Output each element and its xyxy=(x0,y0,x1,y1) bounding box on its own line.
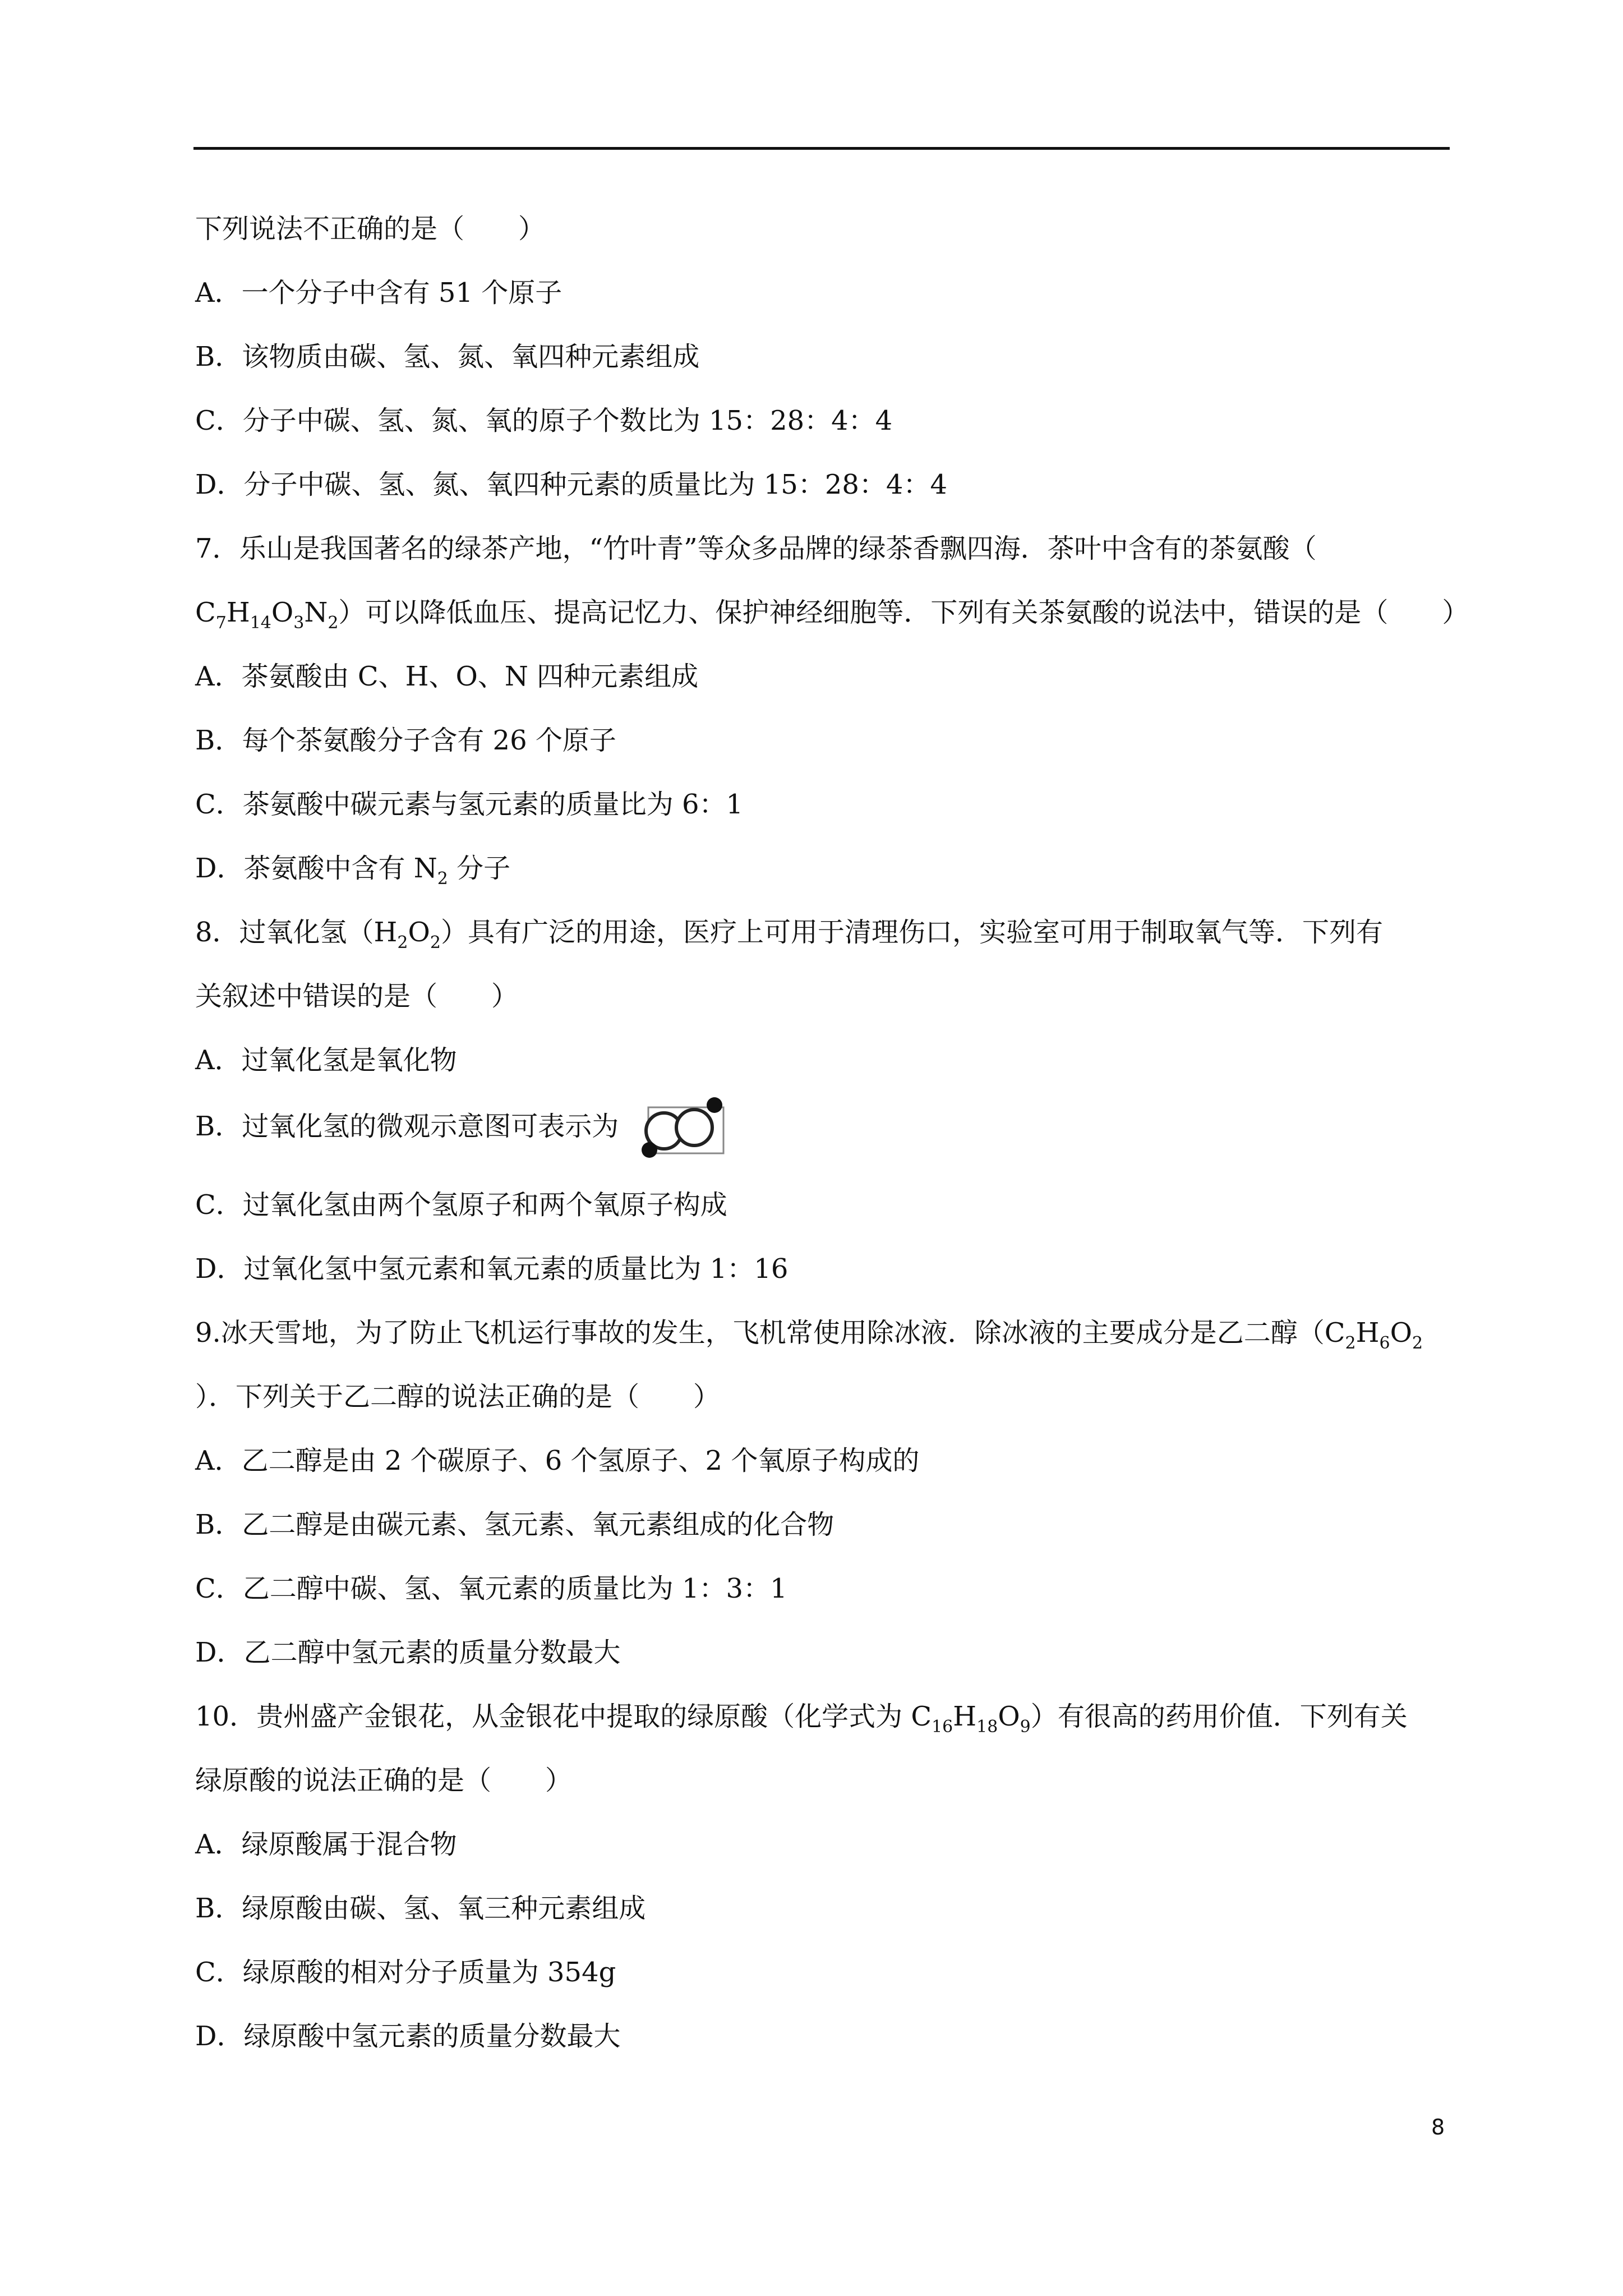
q9-option-c: C．乙二醇中碳、氢、氧元素的质量比为 1：3：1 xyxy=(195,1573,787,1604)
page-number: 8 xyxy=(1431,2115,1445,2139)
q10-option-c: C．绿原酸的相对分子质量为 354g xyxy=(195,1957,616,1988)
q10-stem-line2: 绿原酸的说法正确的是（ ） xyxy=(195,1765,573,1796)
option-c: C．分子中碳、氢、氮、氧的原子个数比为 15：28：4：4 xyxy=(195,405,893,436)
q8-stem-line2: 关叙述中错误的是（ ） xyxy=(195,981,519,1012)
question-stem: 下列说法不正确的是（ ） xyxy=(195,213,546,245)
option-b: B．该物质由碳、氢、氮、氧四种元素组成 xyxy=(195,341,700,372)
q7-stem-line2: $C_7H_{14}O_3N_2$）可以降低血压、提高记忆力、保护神经细胞等．下列有关茶氨酸的说法中，错误的是（ ） xyxy=(195,597,1469,633)
q10-option-b: B．绿原酸由碳、氢、氧三种元素组成 xyxy=(195,1893,646,1924)
q8-option-c: C．过氧化氢由两个氢原子和两个氧原子构成 xyxy=(195,1189,727,1221)
q9-stem-line1: 9.冰天雪地，为了防止飞机运行事故的发生，飞机常使用除冰液．除冰液的主要成分是乙二醇（$C_2H_6O_2$ xyxy=(195,1317,1423,1353)
hydrogen-atom-2 xyxy=(707,1097,722,1113)
q10-option-d: D．绿原酸中氢元素的质量分数最大 xyxy=(195,2021,621,2052)
q9-option-b: B．乙二醇是由碳元素、氢元素、氧元素组成的化合物 xyxy=(195,1509,834,1540)
q7-stem-line1: 7．乐山是我国著名的绿茶产地，“竹叶青”等众多品牌的绿茶香飘四海．茶叶中含有的茶氨酸（ xyxy=(195,533,1317,564)
q10-stem-line1: 10．贵州盛产金银花，从金银花中提取的绿原酸（化学式为 $C_{16}H_{18}O_9$）有很高的药用价值．下列有关 xyxy=(195,1701,1408,1737)
q8-option-b: B．过氧化氢的微观示意图可表示为 xyxy=(195,1111,619,1142)
hydrogen-peroxide-molecule-diagram xyxy=(640,1094,726,1159)
q9-stem-line2: ）．下列关于乙二醇的说法正确的是（ ） xyxy=(195,1381,721,1412)
option-a: A．一个分子中含有 51 个原子 xyxy=(195,277,562,309)
q9-option-d: D．乙二醇中氢元素的质量分数最大 xyxy=(195,1637,621,1668)
hydrogen-atom-1 xyxy=(642,1142,657,1158)
option-d: D．分子中碳、氢、氮、氧四种元素的质量比为 15：28：4：4 xyxy=(195,469,947,500)
q8-stem-line1: 8．过氧化氢$(H_2O_2)$具有广泛的用途，医疗上可用于清理伤口，实验室可用于制取氧气等．下列有 xyxy=(195,917,1383,953)
theanine-formula: $C_7H_{14}O_3N_2$ xyxy=(195,597,339,633)
q8-option-a: A．过氧化氢是氧化物 xyxy=(195,1045,457,1076)
header-rule xyxy=(193,147,1450,150)
q8-option-d: D．过氧化氢中氢元素和氧元素的质量比为 1：16 xyxy=(195,1253,789,1285)
q7-option-c: C．茶氨酸中碳元素与氢元素的质量比为 6：1 xyxy=(195,789,744,820)
q7-option-d: D．茶氨酸中含有 $N_2$ 分子 xyxy=(195,853,511,889)
q7-option-a: A．茶氨酸由 C、H、O、N 四种元素组成 xyxy=(195,661,699,692)
oxygen-atom-2 xyxy=(676,1110,712,1145)
q10-option-a: A．绿原酸属于混合物 xyxy=(195,1829,457,1860)
q9-option-a: A．乙二醇是由 2 个碳原子、6 个氢原子、2 个氧原子构成的 xyxy=(195,1445,920,1476)
q7-option-b: B．每个茶氨酸分子含有 26 个原子 xyxy=(195,725,616,756)
